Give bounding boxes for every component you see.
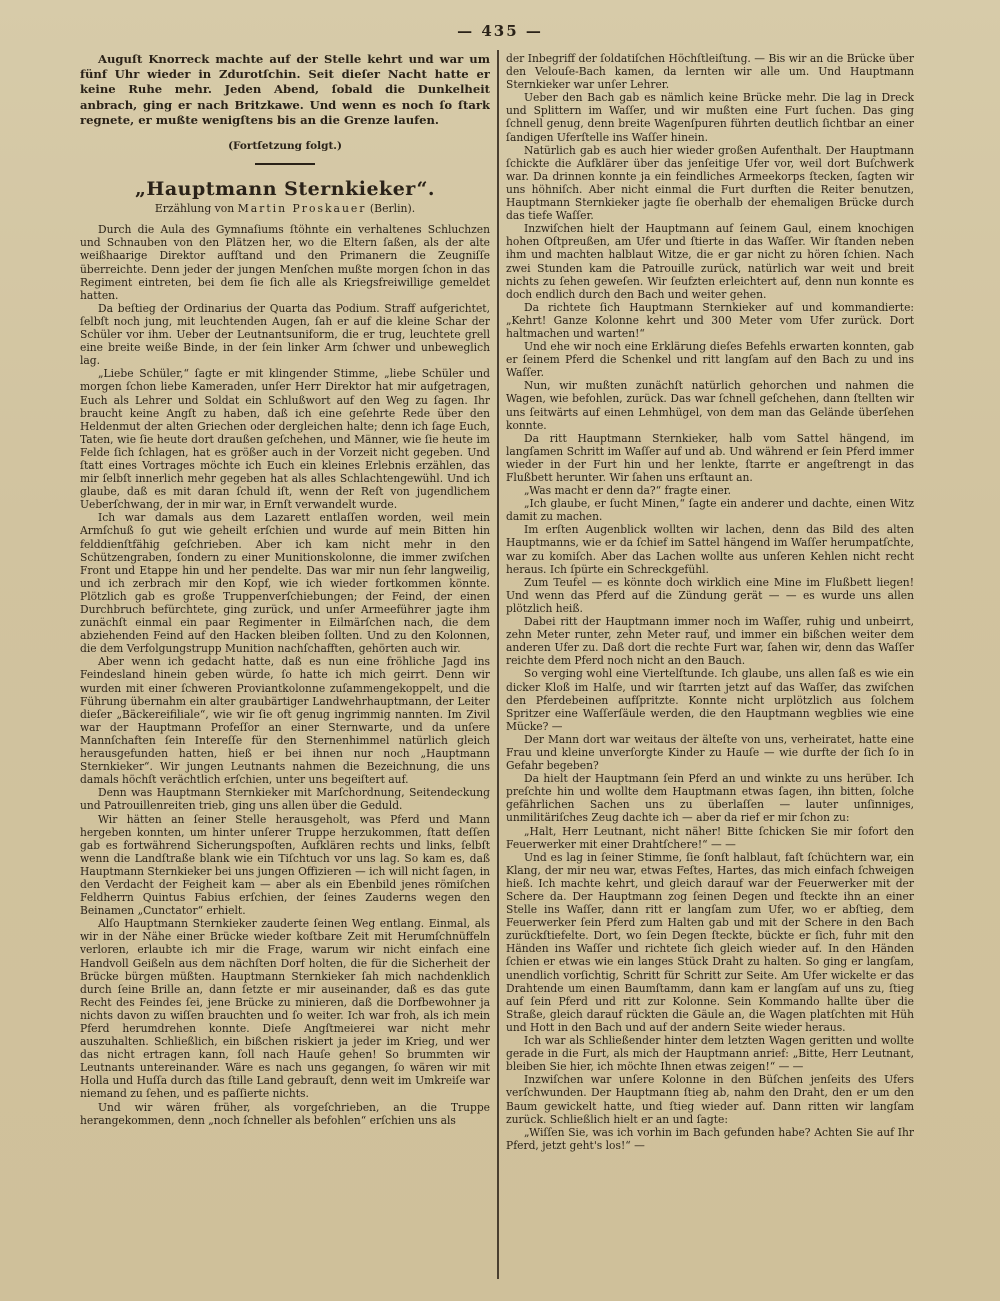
column-divider (497, 50, 499, 1279)
story-title: „Hauptmann Sternkieker“. (134, 178, 436, 201)
paragraph: Und es lag in ſeiner Stimme, ſie ſonſt halblaut, faſt ſchüchtern war, ein Klang, der mir neu war, etwas Feſtes, Hartes, das mich einfach ſchweigen hieß. Ich machte kehrt, und gleich darauf war der Feuerwerker mit der Schere da. Der Hauptmann zog ſeinen Degen und ſteckte ihn an einer Stelle ins Waſſer, dann ritt er langſam zum Ufer, wo er abſtieg, dem Feuerwerker ſein Pferd zum Halten gab und mit der Schere in den Bach zurückſtiefelte. Dort, wo ſein Degen ſteckte, bückte er ſich, fuhr mit den Händen ins Waſſer und richtete ſich gleich wieder auf. In den Händen ſchien er etwas wie ein langes Stück Draht zu halten. So ging er langſam, unendlich vorſichtig, Schritt für Schritt zur Seite. Am Ufer wickelte er das Drahtende um einen Baumſtamm, dann kam er langſam auf uns zu, ſtieg auf ſein Pferd und ritt zur Kolonne. Sein Kommando hallte über die Straße, gleich darauf rückten die Gäule an, die Wagen platſchten mit Hüh und Hott in den Bach und auf der andern Seite wieder heraus. (506, 850, 914, 1034)
section-rule (255, 163, 315, 165)
paragraph: der Inbegriff der ſoldatiſchen Höchſtleiſtung. — Bis wir an die Brücke über den Velouſe-Bach kamen, da lernten wir alle um. Und Hauptmann Sternkieker war unſer Lehrer. (506, 52, 914, 92)
paragraph: Natürlich gab es auch hier wieder großen Aufenthalt. Der Hauptmann ſchickte die Aufklärer über das jenſeitige Ufer vor, weil dort Buſchwerk war. Da drinnen konnte ja ein feindliches Armeekorps ſtecken, ſagten wir uns höhniſch. Aber nicht einmal die Furt durften die Reiter benutzen, Hauptmann Sternkieker jagte ſie oberhalb der ehemaligen Brücke durch das tiefe Waſſer. (506, 143, 914, 223)
paragraph: Und wir wären früher, als vorgeſchrieben, an die Truppe herangekommen, denn „noch ſchneller als befohlen“ erſchien uns als (80, 1100, 490, 1127)
paragraph: „Ich glaube, er ſucht Minen,“ ſagte ein anderer und dachte, einen Witz damit zu machen. (506, 497, 914, 524)
paragraph: Ueber den Bach gab es nämlich keine Brücke mehr. Die lag in Dreck und Splittern im Waſſer, und wir mußten eine Furt ſuchen. Das ging ſchnell genug, denn breite Wagenſpuren führten deutlich ſichtbar an einer ſandigen Uferſtelle ins Waſſer hinein. (506, 91, 914, 144)
paragraph: Und ehe wir noch eine Erklärung dieſes Befehls erwarten konnten, gab er ſeinem Pferd die Schenkel und ritt langſam auf den Bach zu und ins Waſſer. (506, 340, 914, 380)
previous-story-ending: Auguſt Knorreck machte auf der Stelle kehrt und war um fünf Uhr wieder in Zdurotſchin. Seit dieſer Nacht hatte er keine Ruhe mehr. Jeden Abend, ſobald die Dunkelheit anbrach, ging er nach Britzkawe. Und wenn es noch ſo ſtark regnete, er mußte wenigſtens bis an die Grenze laufen. (80, 52, 490, 127)
paragraph: „Wiſſen Sie, was ich vorhin im Bach gefunden habe? Achten Sie auf Ihr Pferd, jetzt geht's los!“ — (506, 1125, 914, 1152)
right-paragraphs (506, 52, 914, 1152)
byline-prefix: Erzählung von (154, 202, 235, 216)
paragraph: Durch die Aula des Gymnaſiums ſtöhnte ein verhaltenes Schluchzen und Schnauben von den Plätzen her, wo die Eltern ſaßen, als der alte weißhaarige Direktor aufſtand und den Primanern die Zeugniſſe überreichte. Denn jeder der jungen Menſchen mußte morgen ſchon in das Regiment eintreten, bei dem ſie ſich alle als Kriegsfreiwillige gemeldet hatten. (80, 223, 490, 302)
paragraph: Inzwiſchen war unſere Kolonne in den Büſchen jenſeits des Ufers verſchwunden. Der Hauptmann ſtieg ab, nahm den Draht, den er um den Baum gewickelt hatte, und ſtieg wieder auf. Dann ritten wir langſam zurück. Schließlich hielt er an und ſagte: (506, 1073, 914, 1126)
byline (80, 202, 490, 215)
left-paragraphs (80, 223, 490, 1126)
paragraph: So verging wohl eine Viertelſtunde. Ich glaube, uns allen ſaß es wie ein dicker Kloß im Halſe, und wir ſtarrten jetzt auf das Waſſer, das zwiſchen den Pferdebeinen aufſpritzte. Konnte nicht urplötzlich aus ſolchem Spritzer eine Waſſerſäule werden, die den Hauptmann wegblies wie eine Mücke? — (506, 667, 914, 733)
paragraph: Ich war damals aus dem Lazarett entlaſſen worden, weil mein Armſchuß ſo gut wie geheilt erſchien und wurde auf mein Bitten hin felddienſtfähig geſchrieben. Aber ich kam nicht mehr in den Schützengraben, ſondern zu einer Munitionskolonne, die immer zwiſchen Front und Etappe hin und her pendelte. Das war mir nun ſehr langweilig, und ich zerbrach mir den Kopf, wie ich wieder fortkommen könnte. Plötzlich gab es große Truppenverſchiebungen; der Feind, der einen Durchbruch befürchtete, ging zurück, und unſer Armeeführer jagte ihm zunächſt einmal ein paar Regimenter in Eilmärſchen nach, die dem abziehenden Feind auf den Hacken bleiben ſollten. Und zu den Kolonnen, die dem Verfolgungstrupp Munition nachſchafften, gehörten auch wir. (80, 511, 490, 656)
paragraph: Im erſten Augenblick wollten wir lachen, denn das Bild des alten Hauptmanns, wie er da ſchief im Sattel hängend im Waſſer herumpatſchte, war zu komiſch. Aber das Lachen wollte aus unſeren Kehlen nicht recht heraus. Ich ſpürte ein Schreckgefühl. (506, 523, 914, 576)
paragraph: Dabei ritt der Hauptmann immer noch im Waſſer, ruhig und unbeirrt, zehn Meter runter, zehn Meter rauf, und immer ein bißchen weiter dem anderen Ufer zu. Daß dort die rechte Furt war, ſahen wir, denn das Waſſer reichte dem Pferd noch nicht an den Bauch. (506, 615, 914, 668)
right-column (506, 52, 914, 1281)
byline-place: (Berlin). (369, 202, 416, 216)
paragraph: „Halt, Herr Leutnant, nicht näher! Bitte ſchicken Sie mir ſofort den Feuerwerker mit einer Drahtſchere!“ — — (506, 824, 914, 851)
paragraph: Inzwiſchen hielt der Hauptmann auf ſeinem Gaul, einem knochigen hohen Oſtpreußen, am Ufer und ſtierte in das Waſſer. Wir ſtanden neben ihm und machten halblaut Witze, die er gar nicht zu hören ſchien. Nach zwei Stunden kam die Patrouille zurück, natürlich war weit und breit nichts zu ſehen geweſen. Wir ſeufzten erleichtert auf, denn nun konnte es doch endlich durch den Bach und weiter gehen. (506, 222, 914, 301)
paragraph: Da richtete ſich Hauptmann Sternkieker auf und kommandierte: „Kehrt! Ganze Kolonne kehrt und 300 Meter vom Ufer zurück. Dort haltmachen und warten!“ (506, 300, 914, 340)
paragraph: Wir hätten an ſeiner Stelle herausgeholt, was Pferd und Mann hergeben konnten, um hinter unſerer Truppe herzukommen, ſtatt deſſen gab es fortwährend Sicherungspoſten, Aufklären rechts und links, ſelbſt wenn die Landſtraße blank wie ein Tiſchtuch vor uns lag. So kam es, daß Hauptmann Sternkieker bei uns jungen Offizieren — ich will nicht ſagen, in den Verdacht der Feigheit kam — aber als ein Ebenbild jenes römiſchen Feldherrn Quintus Fabius erſchien, der ſeines Zauderns wegen den Beinamen „Cunctator“ erhielt. (80, 812, 490, 918)
paragraph: Alſo Hauptmann Sternkieker zauderte ſeinen Weg entlang. Einmal, als wir in der Nähe einer Brücke wieder koſtbare Zeit mit Herumſchnüffeln verloren, erlaubte ich mir die Frage, warum wir nicht einfach eine Handvoll Geißeln aus dem nächſten Dorf holten, die für die Sicherheit der Brücke bürgen müßten. Hauptmann Sternkieker ſah mich nachdenklich durch ſeine Brille an, dann ſetzte er mir auseinander, daß es das gute Recht des Feindes ſei, jene Brücke zu minieren, daß die Dorfbewohner ja nichts davon zu wiſſen brauchten und ſo weiter. Ich war froh, als ich mein Pferd herumdrehen konnte. Dieſe Angſtmeierei war nicht mehr auszuhalten. Schließlich, ein bißchen riskiert ja jeder im Krieg, und wer das nicht ertragen kann, ſoll nach Hauſe gehen! So brummten wir Leutnants untereinander. Wäre es nach uns gegangen, ſo wären wir mit Holla und Huſſa durch das ſtille Land gebrauſt, denn weit im Umkreiſe war niemand zu ſehen, und es paſſierte nichts. (80, 917, 490, 1101)
paragraph: „Was macht er denn da?“ fragte einer. (524, 484, 732, 498)
paragraph: Aber wenn ich gedacht hatte, daß es nun eine fröhliche Jagd ins Feindesland hinein geben würde, ſo hatte ich mich geirrt. Denn wir wurden mit einer ſchweren Proviantkolonne zuſammengekoppelt, und die Führung übernahm ein alter graubärtiger Landwehrhauptmann, der Leiter dieſer „Bäckereifiliale“, wie wir ſie oft genug ingrimmig nannten. Im Zivil war der Hauptmann Profeſſor an einer Sternwarte, und da unſere Mannſchaften ſein Intereſſe für den Sternenhimmel natürlich gleich herausgefunden hatten, hieß er bei ihnen nur noch „Hauptmann Sternkieker“. Wir jungen Leutnants nahmen die Bezeichnung, die uns damals höchſt verächtlich erſchien, unter uns begeiſtert auf. (80, 655, 490, 787)
left-column (80, 52, 490, 1281)
paragraph: Da beſtieg der Ordinarius der Quarta das Podium. Straff aufgerichtet, ſelbſt noch jung, mit leuchtenden Augen, ſah er auf die kleine Schar der Schüler vor ihm. Ueber der Leutnantsuniform, die er trug, leuchtete grell eine breite weiße Binde, in der ſein linker Arm ſchwer und unbeweglich lag. (80, 301, 490, 368)
paragraph: Nun, wir mußten zunächſt natürlich gehorchen und nahmen die Wagen, wie befohlen, zurück. Das war ſchnell geſchehen, dann ſtellten wir uns ſeitwärts auf einen Lehmhügel, von dem man das Gelände überſehen konnte. (506, 379, 914, 432)
paragraph: Da hielt der Hauptmann ſein Pferd an und winkte zu uns herüber. Ich preſchte hin und wollte dem Hauptmann etwas ſagen, ihn bitten, ſolche gefährlichen Sachen uns zu überlaſſen — lauter unſinniges, unmilitäriſches Zeug dachte ich — aber da rief er mir ſchon zu: (506, 772, 914, 825)
paragraph: Zum Teufel — es könnte doch wirklich eine Mine im Flußbett liegen! Und wenn das Pferd auf die Zündung gerät — — es wurde uns allen plötzlich heiß. (506, 575, 914, 615)
page-number: — 435 — (457, 22, 543, 40)
paragraph: Da ritt Hauptmann Sternkieker, halb vom Sattel hängend, im langſamen Schritt im Waſſer auf und ab. Und während er ſein Pferd immer wieder in der Furt hin und her lenkte, ſtarrte er angeſtrengt in das Flußbett herunter. Wir ſahen uns erſtaunt an. (506, 431, 914, 484)
paragraph: Denn was Hauptmann Sternkieker mit Marſchordnung, Seitendeckung und Patrouillenreiten trieb, ging uns allen über die Geduld. (80, 786, 490, 813)
continuation-note: (Fortſetzung folgt.) (228, 140, 342, 153)
paragraph: „Liebe Schüler,“ ſagte er mit klingender Stimme, „liebe Schüler und morgen ſchon liebe Kameraden, unſer Herr Direktor hat mir aufgetragen, Euch als Lehrer und Soldat ein Schlußwort auf den Weg zu ſagen. Ihr braucht keine Angſt zu haben, daß ich eine geſehrte Rede über den Heldenmut der alten Griechen oder dergleichen halte; denn ich ſage Euch, Taten, wie ſie heute dort draußen geſchehen, und Männer, wie ſie heute im Felde ſich ſchlagen, hat es größer auch in der Vorzeit nicht gegeben. Und ſtatt eines Vortrages möchte ich Euch ein kleines Erlebnis erzählen, das mir ſelbſt innerlich mehr gegeben hat als alles Schlachtengewühl. Und ich glaube, daß es mit daran ſchuld iſt, wenn der Reſt von jugendlichem Ueberſchwang, der in mir war, in Ernſt verwandelt wurde. (80, 367, 490, 512)
paragraph: Ich war als Schließender hinter dem letzten Wagen geritten und wollte gerade in die Furt, als mich der Hauptmann anrief: „Bitte, Herr Leutnant, bleiben Sie hier, ich möchte Ihnen etwas zeigen!“ — — (506, 1034, 914, 1074)
byline-author: Martin Proskauer (237, 202, 367, 216)
paragraph: Der Mann dort war weitaus der älteſte von uns, verheiratet, hatte eine Frau und kleine unverſorgte Kinder zu Hauſe — wie durfte der ſich ſo in Gefahr begeben? (506, 732, 914, 773)
